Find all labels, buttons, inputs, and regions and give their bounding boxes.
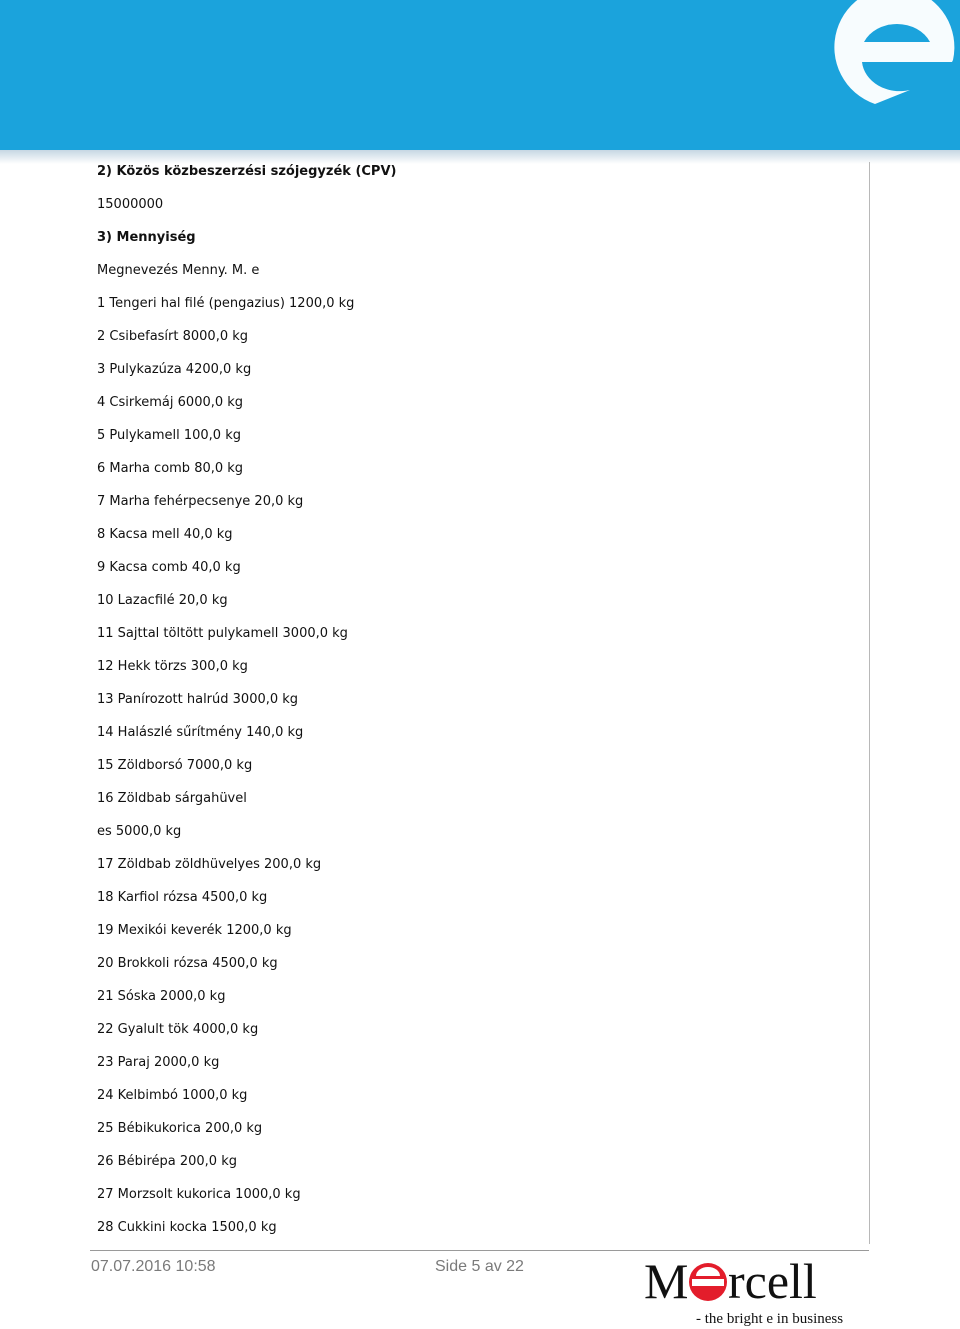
mercell-e-icon [820, 0, 960, 110]
list-item: 25 Bébikukorica 200,0 kg [97, 1121, 263, 1136]
list-item: 7 Marha fehérpecsenye 20,0 kg [97, 494, 304, 509]
list-item: es 5000,0 kg [97, 824, 182, 839]
cpv-code: 15000000 [97, 197, 164, 212]
list-item: 23 Paraj 2000,0 kg [97, 1055, 220, 1070]
brand-tagline: - the bright e in business [696, 1311, 844, 1327]
cpv-heading: 2) Közös közbeszerzési szójegyzék (CPV) [97, 164, 397, 179]
list-item: 18 Karfiol rózsa 4500,0 kg [97, 890, 268, 905]
list-item: 21 Sóska 2000,0 kg [97, 989, 226, 1004]
list-item: 13 Panírozott halrúd 3000,0 kg [97, 692, 299, 707]
brand-letters-rcell: rcell [728, 1253, 817, 1309]
list-item: 6 Marha comb 80,0 kg [97, 461, 244, 476]
footer-divider [90, 1250, 869, 1251]
list-item: 26 Bébirépa 200,0 kg [97, 1154, 237, 1169]
header-band [0, 0, 960, 160]
list-item: 14 Halászlé sűrítmény 140,0 kg [97, 725, 304, 740]
list-item: 22 Gyalult tök 4000,0 kg [97, 1022, 259, 1037]
brand-red-e-icon [689, 1263, 727, 1301]
list-item: 17 Zöldbab zöldhüvelyes 200,0 kg [97, 857, 322, 872]
list-item: 19 Mexikói keverék 1200,0 kg [97, 923, 292, 938]
mercell-logo [640, 1252, 870, 1328]
quantity-heading: 3) Mennyiség [97, 230, 196, 245]
brand-letter-m: M [644, 1253, 689, 1309]
list-item: 15 Zöldborsó 7000,0 kg [97, 758, 253, 773]
list-item: 2 Csibefasírt 8000,0 kg [97, 329, 249, 344]
list-item: 12 Hekk törzs 300,0 kg [97, 659, 248, 674]
list-item: 20 Brokkoli rózsa 4500,0 kg [97, 956, 278, 971]
list-item: 1 Tengeri hal filé (pengazius) 1200,0 kg [97, 296, 355, 311]
list-item: 28 Cukkini kocka 1500,0 kg [97, 1220, 277, 1235]
list-item: 8 Kacsa mell 40,0 kg [97, 527, 233, 542]
list-item: 27 Morzsolt kukorica 1000,0 kg [97, 1187, 301, 1202]
list-item: 3 Pulykazúza 4200,0 kg [97, 362, 252, 377]
list-item: 5 Pulykamell 100,0 kg [97, 428, 241, 443]
list-item: 9 Kacsa comb 40,0 kg [97, 560, 241, 575]
table-header: Megnevezés Menny. M. e [97, 263, 260, 278]
list-item: 10 Lazacfilé 20,0 kg [97, 593, 228, 608]
list-item: 24 Kelbimbó 1000,0 kg [97, 1088, 248, 1103]
footer-page-number: Side 5 av 22 [435, 1258, 524, 1275]
list-item: 11 Sajttal töltött pulykamell 3000,0 kg [97, 626, 348, 641]
footer-datetime: 07.07.2016 10:58 [91, 1258, 216, 1275]
list-item: 4 Csirkemáj 6000,0 kg [97, 395, 244, 410]
list-item: 16 Zöldbab sárgahüvel [97, 791, 247, 806]
